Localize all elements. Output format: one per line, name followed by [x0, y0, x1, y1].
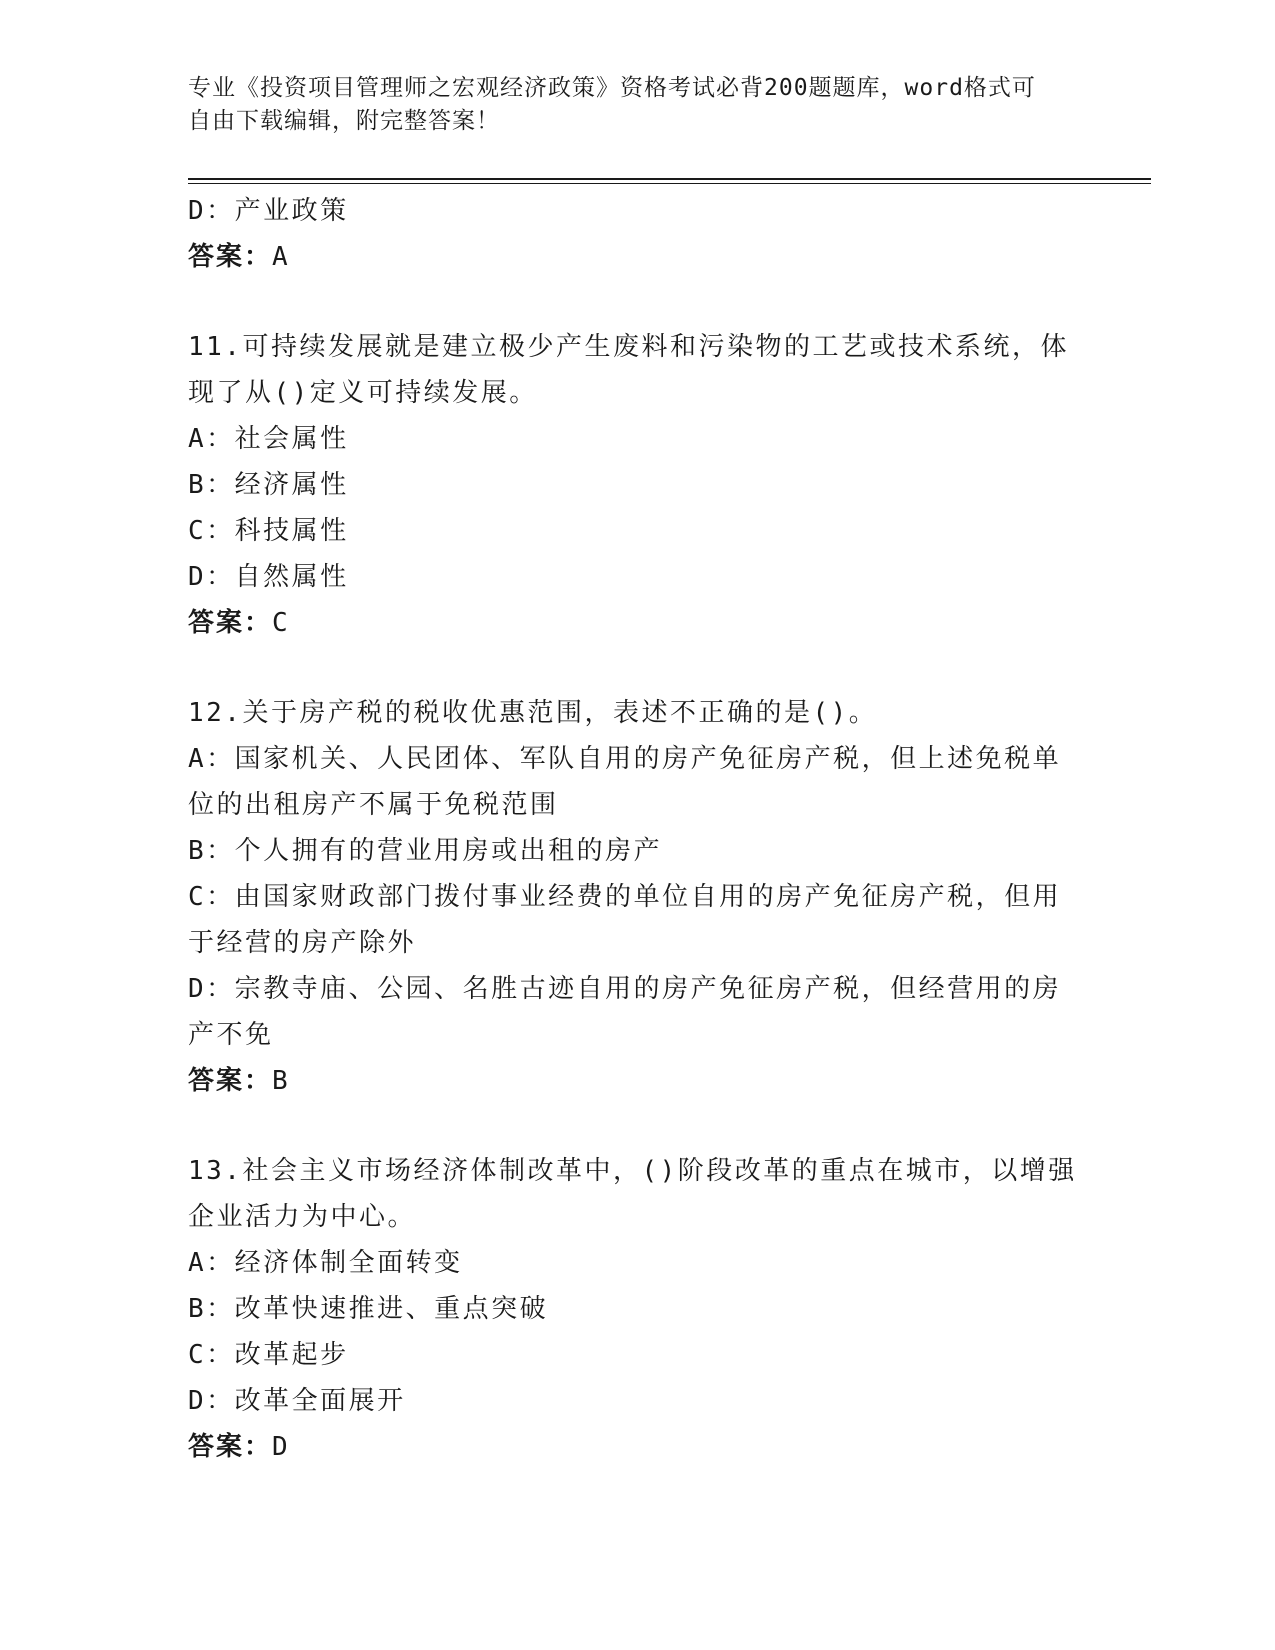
question-stem-line-2: 现了从()定义可持续发展。	[188, 378, 538, 408]
answer-value: C	[272, 608, 289, 638]
option-c-line-1: C：由国家财政部门拨付事业经费的单位自用的房产免征房产税，但用	[188, 882, 1062, 912]
header-divider-thin	[188, 183, 1151, 184]
option-c: C：科技属性	[188, 516, 349, 546]
page-header	[188, 72, 1088, 138]
question-stem-line-2: 企业活力为中心。	[188, 1202, 417, 1232]
answer-label: 答案：	[188, 1066, 273, 1096]
header-title-line-2: 自由下载编辑，附完整答案！	[188, 108, 500, 134]
header-divider-thick	[188, 178, 1151, 180]
answer-line	[188, 1058, 1088, 1104]
answer-line	[188, 1424, 1088, 1470]
question-spacer	[188, 1104, 1088, 1148]
option-d-line-1: D：宗教寺庙、公园、名胜古迹自用的房产免征房产税，但经营用的房	[188, 974, 1062, 1004]
question-13	[188, 1148, 1088, 1470]
answer-label: 答案：	[188, 242, 273, 272]
option-a: A：经济体制全面转变	[188, 1248, 463, 1278]
question-stem-line-1: 13.社会主义市场经济体制改革中，()阶段改革的重点在城市，以增强	[188, 1156, 1077, 1186]
question-stem-line-1: 11.可持续发展就是建立极少产生废料和污染物的工艺或技术系统，体	[188, 332, 1069, 362]
option-d-line-2: 产不免	[188, 1020, 274, 1050]
answer-value: B	[272, 1066, 289, 1096]
option-b: B：经济属性	[188, 470, 349, 500]
question-11	[188, 324, 1088, 646]
option-d: D：改革全面展开	[188, 1386, 406, 1416]
question-spacer	[188, 646, 1088, 690]
option-d: D：产业政策	[188, 196, 349, 226]
answer-line	[188, 234, 1088, 280]
answer-label: 答案：	[188, 608, 273, 638]
option-c: C：改革起步	[188, 1340, 349, 1370]
answer-line	[188, 600, 1088, 646]
option-a: A：社会属性	[188, 424, 349, 454]
question-spacer	[188, 280, 1088, 324]
option-a-line-2: 位的出租房产不属于免税范围	[188, 790, 559, 820]
header-title-line-1: 专业《投资项目管理师之宏观经济政策》资格考试必背200题题库，word格式可	[188, 75, 1036, 101]
question-12	[188, 690, 1088, 1104]
question-list	[188, 188, 1088, 1470]
answer-value: A	[272, 242, 289, 272]
option-b: B：改革快速推进、重点突破	[188, 1294, 549, 1324]
answer-value: D	[272, 1432, 289, 1462]
option-a-line-1: A：国家机关、人民团体、军队自用的房产免征房产税，但上述免税单	[188, 744, 1062, 774]
question-10-tail	[188, 188, 1088, 280]
question-stem-line-1: 12.关于房产税的税收优惠范围，表述不正确的是()。	[188, 698, 878, 728]
option-d: D：自然属性	[188, 562, 349, 592]
answer-label: 答案：	[188, 1432, 273, 1462]
option-b: B：个人拥有的营业用房或出租的房产	[188, 836, 663, 866]
option-c-line-2: 于经营的房产除外	[188, 928, 417, 958]
